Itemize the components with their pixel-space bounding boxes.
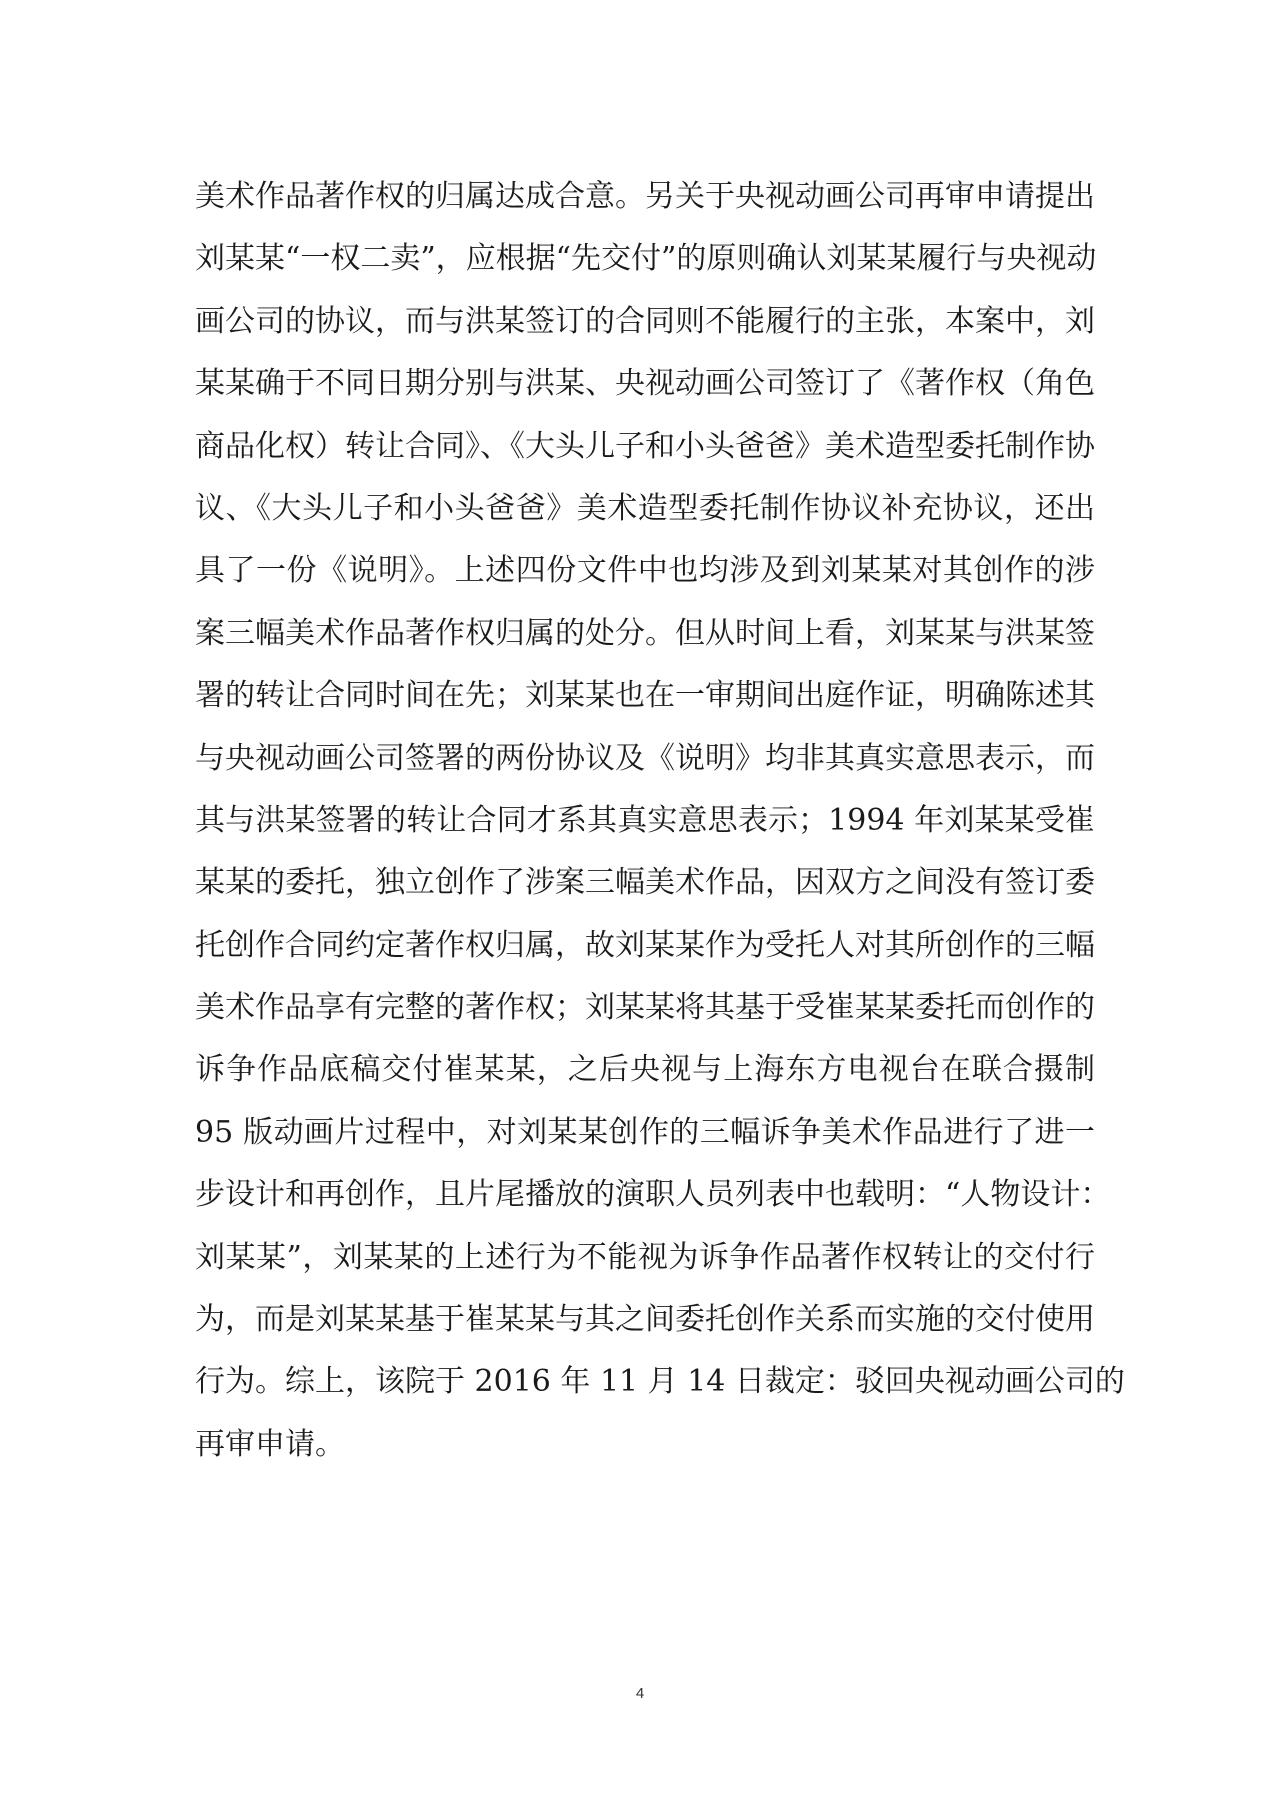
page-number: 4 xyxy=(635,1685,645,1702)
text-line: 步设计和再创作，且片尾播放的演职人员列表中也载明：“人物设计： xyxy=(195,1177,1111,1213)
text-line: 某某的委托，独立创作了涉案三幅美术作品，因双方之间没有签订委 xyxy=(195,865,1095,901)
text-line: 署的转让合同时间在先；刘某某也在一审期间出庭作证，明确陈述其 xyxy=(195,678,1095,714)
text-line: 刘某某”，刘某某的上述行为不能视为诉争作品著作权转让的交付行 xyxy=(195,1239,1095,1275)
text-line: 美术作品著作权的归属达成合意。另关于央视动画公司再审申请提出 xyxy=(195,179,1095,214)
text-line: 95 版动画片过程中，对刘某某创作的三幅诉争美术作品进行了进一 xyxy=(195,1114,1095,1150)
text-line: 某某确于不同日期分别与洪某、央视动画公司签订了《著作权（角色 xyxy=(195,366,1095,402)
text-line: 商品化权）转让合同》、《大头儿子和小头爸爸》美术造型委托制作协 xyxy=(195,428,1095,464)
body-paragraph xyxy=(195,166,1125,1476)
text-line: 行为。综上，该院于 2016 年 11 月 14 日裁定：驳回央视动画公司的 xyxy=(195,1364,1125,1400)
text-line: 画公司的协议，而与洪某签订的合同则不能履行的主张，本案中，刘 xyxy=(195,303,1095,339)
text-line: 刘某某“一权二卖”，应根据“先交付”的原则确认刘某某履行与央视动 xyxy=(195,241,1097,277)
text-line: 为，而是刘某某基于崔某某与其之间委托创作关系而实施的交付使用 xyxy=(195,1302,1095,1338)
text-line: 诉争作品底稿交付崔某某，之后央视与上海东方电视台在联合摄制 xyxy=(195,1052,1095,1088)
text-line: 再审申请。 xyxy=(195,1426,345,1462)
text-line: 具了一份《说明》。上述四份文件中也均涉及到刘某某对其创作的涉 xyxy=(195,553,1095,589)
text-line: 托创作合同约定著作权归属，故刘某某作为受托人对其所创作的三幅 xyxy=(195,927,1095,963)
text-line: 与央视动画公司签署的两份协议及《说明》均非其真实意思表示，而 xyxy=(195,740,1095,776)
text-line: 案三幅美术作品著作权归属的处分。但从时间上看，刘某某与洪某签 xyxy=(195,615,1095,651)
text-line: 议、《大头儿子和小头爸爸》美术造型委托制作协议补充协议，还出 xyxy=(195,490,1095,526)
text-line: 其与洪某签署的转让合同才系其真实意思表示；1994 年刘某某受崔 xyxy=(195,802,1095,838)
text-line: 美术作品享有完整的著作权；刘某某将其基于受崔某某委托而创作的 xyxy=(195,990,1095,1026)
